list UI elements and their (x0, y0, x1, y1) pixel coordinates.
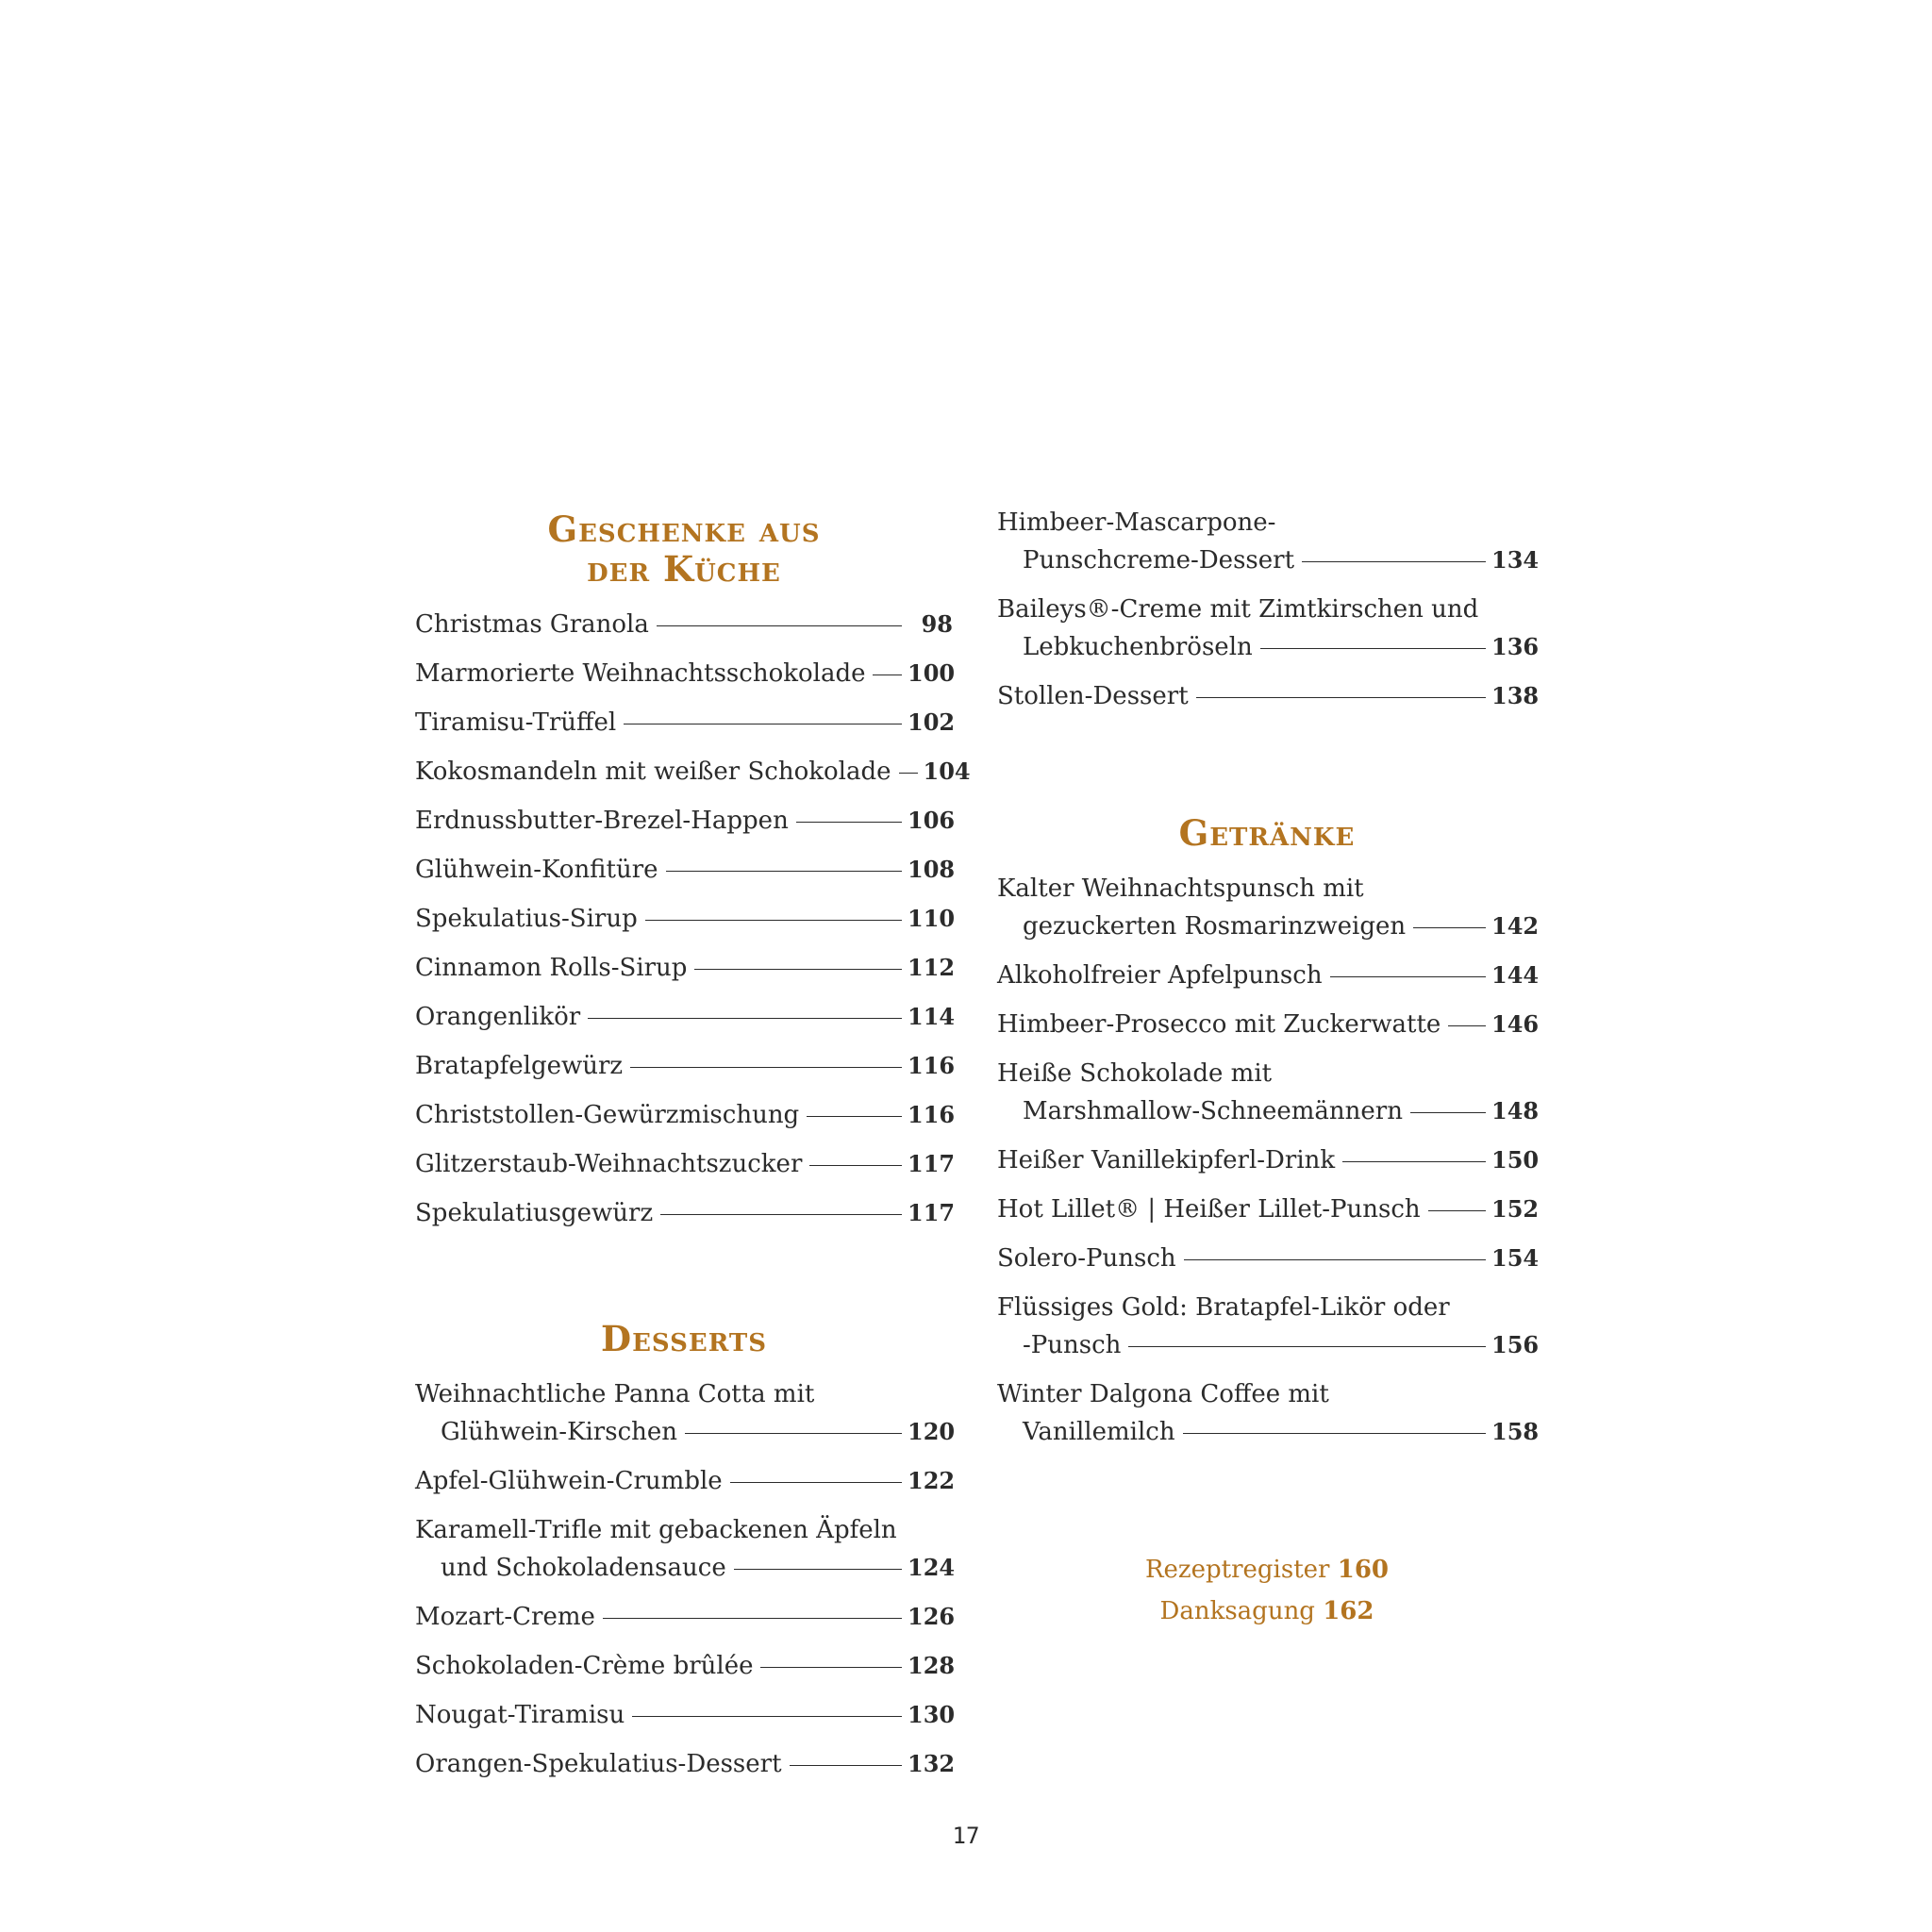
leader-line (632, 1716, 902, 1717)
toc-list-geschenke (415, 606, 971, 1232)
toc-entry-row (415, 606, 953, 643)
toc-entry[interactable] (997, 504, 1540, 579)
toc-entry-title: Weihnachtliche Panna Cotta mit (415, 1380, 815, 1408)
leader-line (807, 1116, 902, 1117)
toc-entry-page: 106 (908, 807, 956, 834)
toc-entry-title: Himbeer-Mascarpone- (997, 508, 1276, 537)
toc-entry[interactable] (997, 1191, 1540, 1228)
toc-entry-page: 122 (908, 1467, 956, 1494)
toc-entry-page: 112 (908, 954, 956, 981)
leader-line (1302, 561, 1486, 562)
toc-entry-row (997, 677, 1540, 715)
toc-entry-title-cont: Glühwein-Kirschen (441, 1418, 678, 1446)
toc-entry-page: 132 (908, 1750, 956, 1777)
leader-line (1448, 1025, 1486, 1026)
toc-entry[interactable] (997, 591, 1540, 666)
section-geschenke (415, 508, 971, 1232)
toc-entry-row (415, 704, 956, 741)
toc-entry-row (415, 1145, 956, 1183)
toc-entry[interactable] (415, 802, 956, 840)
toc-entry-row (997, 1006, 1540, 1043)
section-title-geschenke (415, 509, 953, 589)
leader-line (645, 920, 902, 921)
leader-line (657, 625, 902, 626)
toc-entry-title: Apfel-Glühwein-Crumble (415, 1467, 723, 1495)
toc-entry-page: 98 (921, 610, 953, 638)
toc-list-desserts-continued (997, 504, 1540, 715)
toc-entry-title: Karamell-Trifle mit gebackenen Äpfeln (415, 1516, 897, 1544)
toc-entry-page: 108 (908, 856, 956, 883)
toc-entry-title: Winter Dalgona Coffee mit (997, 1380, 1329, 1408)
toc-list-getraenke (997, 870, 1540, 1451)
toc-entry[interactable] (415, 1511, 956, 1587)
thanks-link[interactable] (997, 1591, 1537, 1632)
toc-entry-title: Heißer Vanillekipferl-Drink (997, 1146, 1336, 1174)
leader-line (630, 1067, 902, 1068)
toc-entry[interactable] (415, 851, 956, 889)
toc-entry-title: Alkoholfreier Apfelpunsch (997, 961, 1323, 990)
toc-entry-page: 136 (1491, 633, 1540, 660)
page-number: 17 (952, 1823, 980, 1849)
toc-entry-row (415, 1047, 956, 1085)
toc-entry-page: 150 (1491, 1146, 1540, 1174)
toc-entry[interactable] (415, 949, 956, 987)
toc-entry-title: Stollen-Dessert (997, 682, 1189, 710)
toc-entry-title: Christmas Granola (415, 610, 649, 639)
toc-entry-row (997, 1141, 1540, 1179)
leader-line (1413, 927, 1486, 928)
toc-entry-title: Spekulatiusgewürz (415, 1199, 654, 1227)
toc-entry-page: 138 (1491, 682, 1540, 709)
leader-line (1410, 1112, 1486, 1113)
toc-entry[interactable] (415, 1145, 956, 1183)
toc-entry[interactable] (415, 655, 956, 692)
leader-line (1183, 1433, 1486, 1434)
toc-entry[interactable] (997, 1375, 1540, 1451)
toc-entry-row (415, 1598, 956, 1636)
toc-entry-row (415, 949, 956, 987)
toc-entry-page: 154 (1491, 1244, 1540, 1272)
toc-entry-page: 100 (908, 659, 956, 687)
toc-entry-page: 104 (923, 758, 971, 785)
toc-list-desserts (415, 1375, 956, 1783)
section-title-desserts: Desserts (601, 1318, 767, 1359)
section-getraenke (997, 812, 1540, 1451)
toc-entry-page: 134 (1491, 546, 1540, 574)
leader-line (685, 1433, 902, 1434)
toc-entry-title-cont: und Schokoladensauce (441, 1554, 726, 1582)
leader-line (899, 773, 918, 774)
toc-entry-page: 156 (1491, 1331, 1540, 1358)
toc-entry[interactable] (997, 1289, 1540, 1364)
leader-line (1260, 648, 1486, 649)
toc-entry-title: Kalter Weihnachtspunsch mit (997, 874, 1364, 903)
toc-entry-page: 142 (1491, 912, 1540, 940)
toc-entry-page: 120 (908, 1418, 956, 1445)
toc-entry-title: Bratapfelgewürz (415, 1052, 624, 1080)
leader-line (796, 822, 902, 823)
toc-entry-page: 124 (908, 1554, 956, 1581)
register-link[interactable] (997, 1549, 1537, 1591)
register-page: 160 (1337, 1556, 1390, 1584)
toc-entry[interactable] (997, 1006, 1540, 1043)
toc-entry-title-cont: Lebkuchenbröseln (1023, 633, 1253, 661)
toc-entry-row (415, 1462, 956, 1500)
leader-line (790, 1765, 902, 1766)
leader-line (1184, 1259, 1486, 1260)
toc-entry-page: 148 (1491, 1097, 1540, 1124)
toc-entry-title: Baileys®-Creme mit Zimtkirschen und (997, 595, 1479, 624)
toc-entry[interactable] (415, 1598, 956, 1636)
toc-entry-title: Flüssiges Gold: Bratapfel-Likör oder (997, 1293, 1450, 1322)
toc-entry-row (415, 655, 956, 692)
toc-entry-page: 116 (908, 1052, 956, 1079)
toc-entry-title-cont: Vanillemilch (1023, 1418, 1175, 1446)
thanks-label: Danksagung (1159, 1597, 1315, 1625)
toc-entry[interactable] (415, 606, 953, 643)
toc-entry-title: Himbeer-Prosecco mit Zuckerwatte (997, 1010, 1441, 1039)
toc-entry-title: Schokoladen-Crème brûlée (415, 1652, 754, 1680)
leader-line (1342, 1161, 1486, 1162)
toc-entry-title: Glitzerstaub-Weihnachtszucker (415, 1150, 803, 1178)
toc-entry-title: Spekulatius-Sirup (415, 905, 638, 933)
leader-line (1428, 1210, 1486, 1211)
toc-entry-title-cont: -Punsch (1023, 1331, 1122, 1359)
toc-entry-row (997, 628, 1540, 666)
toc-entry-row (997, 908, 1540, 945)
toc-entry-title: Solero-Punsch (997, 1244, 1176, 1273)
toc-entry-page: 102 (908, 708, 956, 736)
toc-entry-page: 144 (1491, 961, 1540, 989)
toc-entry-row (997, 957, 1540, 994)
toc-entry-title: Nougat-Tiramisu (415, 1701, 625, 1729)
toc-entry[interactable] (997, 1240, 1540, 1277)
toc-entry[interactable] (415, 1696, 956, 1734)
toc-entry-row (415, 851, 956, 889)
toc-entry-title-cont: gezuckerten Rosmarinzweigen (1023, 912, 1407, 941)
leader-line (603, 1618, 902, 1619)
toc-entry-title: Glühwein-Konfitüre (415, 856, 658, 884)
toc-entry-row (997, 541, 1540, 579)
toc-entry-row (415, 1413, 956, 1451)
leader-line (760, 1667, 902, 1668)
thanks-page: 162 (1323, 1597, 1374, 1625)
toc-entry-row (415, 753, 971, 791)
toc-entry[interactable] (415, 1462, 956, 1500)
toc-entry[interactable] (415, 1096, 956, 1134)
toc-entry[interactable] (997, 1055, 1540, 1130)
toc-entry[interactable] (415, 704, 956, 741)
right-column (997, 504, 1540, 1632)
leader-line (588, 1018, 902, 1019)
toc-entry-row (415, 1096, 956, 1134)
leader-line (1128, 1346, 1486, 1347)
toc-entry-page: 128 (908, 1652, 956, 1679)
toc-entry[interactable] (415, 1375, 956, 1451)
left-column (415, 508, 971, 1794)
section-title-getraenke: Getränke (1178, 812, 1356, 854)
toc-entry-page: 152 (1491, 1195, 1540, 1223)
toc-entry-title: Christstollen-Gewürzmischung (415, 1101, 800, 1129)
leader-line (809, 1165, 902, 1166)
toc-entry[interactable] (997, 957, 1540, 994)
toc-entry-row (415, 900, 956, 938)
toc-entry[interactable] (415, 1647, 956, 1685)
toc-entry-title: Orangen-Spekulatius-Dessert (415, 1750, 782, 1778)
toc-entry-title: Heiße Schokolade mit (997, 1059, 1273, 1088)
toc-entry[interactable] (415, 998, 956, 1036)
leader-line (1196, 697, 1486, 698)
section-desserts (415, 1318, 956, 1783)
toc-entry-title: Mozart-Creme (415, 1603, 595, 1631)
toc-entry[interactable] (997, 870, 1540, 945)
toc-entry[interactable] (415, 1745, 956, 1783)
leader-line (666, 871, 902, 872)
toc-entry[interactable] (997, 1141, 1540, 1179)
toc-entry-page: 116 (908, 1101, 956, 1128)
toc-entry-title: Erdnussbutter-Brezel-Happen (415, 807, 789, 835)
toc-entry-row (415, 1194, 956, 1232)
leader-line (734, 1569, 902, 1570)
toc-entry-page: 117 (908, 1150, 956, 1177)
extras-block (997, 1549, 1537, 1632)
toc-entry-title: Orangenlikör (415, 1003, 581, 1031)
toc-entry-page: 146 (1491, 1010, 1540, 1038)
toc-entry-row (997, 1092, 1540, 1130)
toc-entry-row (415, 1549, 956, 1587)
toc-entry-page: 110 (908, 905, 956, 932)
section-title-line: Geschenke aus (547, 508, 821, 550)
toc-entry-page: 126 (908, 1603, 956, 1630)
toc-entry-row (997, 1240, 1540, 1277)
toc-entry-row (997, 1326, 1540, 1364)
leader-line (694, 969, 902, 970)
register-label: Rezeptregister (1144, 1556, 1330, 1584)
toc-entry-page: 130 (908, 1701, 956, 1728)
toc-entry-title: Hot Lillet® | Heißer Lillet-Punsch (997, 1195, 1421, 1224)
toc-entry-row (415, 1745, 956, 1783)
toc-entry-row (415, 998, 956, 1036)
toc-entry-title-cont: Marshmallow-Schneemännern (1023, 1097, 1403, 1125)
toc-entry-row (415, 1647, 956, 1685)
toc-entry-title: Tiramisu-Trüffel (415, 708, 617, 737)
toc-entry-page: 158 (1491, 1418, 1540, 1445)
toc-entry-title: Cinnamon Rolls-Sirup (415, 954, 688, 982)
toc-entry-row (997, 1191, 1540, 1228)
toc-entry[interactable] (415, 900, 956, 938)
leader-line (660, 1214, 902, 1215)
toc-entry[interactable] (415, 1047, 956, 1085)
toc-entry-row (997, 1413, 1540, 1451)
toc-entry-row (415, 802, 956, 840)
toc-entry[interactable] (415, 753, 971, 791)
toc-entry[interactable] (997, 677, 1540, 715)
leader-line (730, 1482, 902, 1483)
toc-entry-page: 114 (908, 1003, 956, 1030)
toc-entry-page: 117 (908, 1199, 956, 1226)
toc-entry[interactable] (415, 1194, 956, 1232)
section-title-line: der Küche (587, 548, 781, 590)
toc-entry-title: Kokosmandeln mit weißer Schokolade (415, 758, 891, 786)
toc-entry-title: Marmorierte Weihnachtsschokolade (415, 659, 866, 688)
toc-entry-row (415, 1696, 956, 1734)
leader-line (1330, 976, 1486, 977)
toc-entry-title-cont: Punschcreme-Dessert (1023, 546, 1295, 575)
